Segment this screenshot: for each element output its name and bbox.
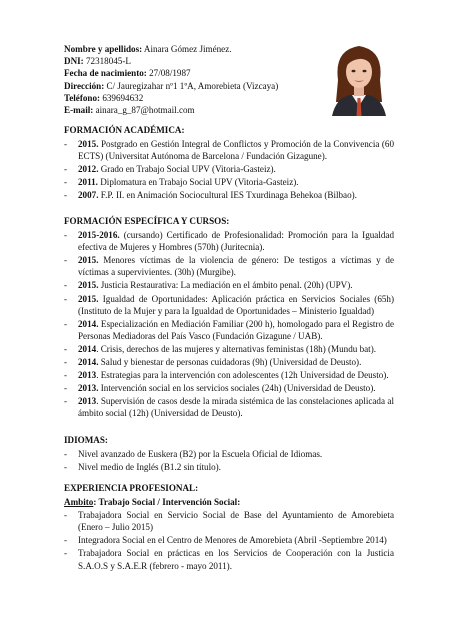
section-title: EXPERIENCIA PROFESIONAL: bbox=[64, 483, 199, 493]
list-item: - Integradora Social en el Centro de Menores de Amorebieta (Abril -Septiembre 2014) bbox=[64, 535, 387, 546]
section-title: IDIOMAS: bbox=[64, 435, 108, 445]
personal-line-dni: DNI: 72318045-L bbox=[64, 56, 131, 67]
profile-photo bbox=[328, 40, 390, 116]
personal-line-phone: Teléfono: 639694632 bbox=[64, 92, 144, 103]
list-item: - 2014. Salud y bienestar de personas cuidadoras (9h) (Universidad de Deusto). bbox=[64, 357, 362, 368]
list-item: - 2015. Igualdad de Oportunidades: Aplicación práctica en Servicios Sociales (65h) (Instituto de la Mujer y para la Igualdad de Oportunidades – Ministerio Igualdad) bbox=[64, 293, 394, 316]
list-item: - Nivel medio de Inglés (B1.2 sin título). bbox=[64, 462, 221, 473]
section-title: FORMACIÓN ESPECÍFICA Y CURSOS: bbox=[64, 216, 230, 226]
section-experiencia bbox=[64, 482, 394, 573]
personal-info bbox=[64, 43, 324, 116]
list-item: - 2013. Intervención social en los servicios sociales (24h) (Universidad de Deusto). bbox=[64, 383, 376, 394]
list-item: - 2015. Menores víctimas de la violencia de género: De testigos a víctimas y de víctimas a supervivientes. (30h) (Murgibe). bbox=[64, 255, 394, 278]
section-title: FORMACIÓN ACADÉMICA: bbox=[64, 125, 185, 135]
list-item: - 2015. Postgrado en Gestión Integral de Conflictos y Promoción de la Convivencia (60 ECTS) (Universitat Autónoma de Barcelona / Fundación Gizagune). bbox=[64, 139, 394, 162]
section-formacion-academica bbox=[64, 124, 394, 203]
list-item: - 2013. Estrategias para la intervención con adolescentes (12h Universidad de Deusto). bbox=[64, 370, 389, 381]
list-item: - 2015-2016. (cursando) Certificado de Profesionalidad: Promoción para la Igualdad efectiva de Mujeres y Hombres (570h) (Juritecnia). bbox=[64, 230, 394, 253]
list-item: - 2007. F.P. II. en Animación Sociocultural IES Txurdinaga Behekoa (Bilbao). bbox=[64, 190, 357, 201]
list-item: - 2015. Justicia Restaurativa: La mediación en el ámbito penal. (20h) (UPV). bbox=[64, 280, 353, 291]
personal-line-email: E-mail: ainara_g_87@hotmail.com bbox=[64, 105, 195, 116]
list-item: - Trabajadora Social en Servicio Social de Base del Ayuntamiento de Amorebieta (Enero – Julio 2015) bbox=[64, 510, 394, 533]
list-item: - 2013. Supervisión de casos desde la mirada sistémica de las constelaciones aplicada al ámbito social (12h) (Universidad de Deusto). bbox=[64, 396, 394, 419]
list-item: - 2014. Crisis, derechos de las mujeres y alternativas feministas (18h) (Mundu bat). bbox=[64, 343, 377, 354]
personal-line-birthdate: Fecha de nacimiento: 27/08/1987 bbox=[64, 68, 191, 79]
experience-subtitle: Ambito: Trabajo Social / Intervención Social: bbox=[64, 497, 241, 508]
list-item: - 2011. Diplomatura en Trabajo Social UPV (Vitoria-Gasteiz). bbox=[64, 177, 299, 188]
personal-line-address: Dirección: C/ Jauregizahar nº1 1ºA, Amorebieta (Vizcaya) bbox=[64, 80, 279, 91]
section-idiomas bbox=[64, 434, 394, 474]
list-item: - 2014. Especialización en Mediación Familiar (200 h), homologado para el Registro de Personas Mediadoras del País Vasco (Fundación Gizagune / UAB). bbox=[64, 318, 394, 341]
personal-line-name: Nombre y apellidos: Ainara Gómez Jiménez. bbox=[64, 44, 232, 54]
list-item: - 2012. Grado en Trabajo Social UPV (Vitoria-Gasteiz). bbox=[64, 164, 276, 175]
section-formacion-especifica bbox=[64, 215, 394, 421]
list-item: - Nivel avanzado de Euskera (B2) por la Escuela Oficial de Idiomas. bbox=[64, 449, 323, 460]
list-item: - Trabajadora Social en prácticas en los Servicios de Cooperación con la Justicia S.A.O.S y S.A.E.R (febrero - mayo 2011). bbox=[64, 548, 394, 571]
